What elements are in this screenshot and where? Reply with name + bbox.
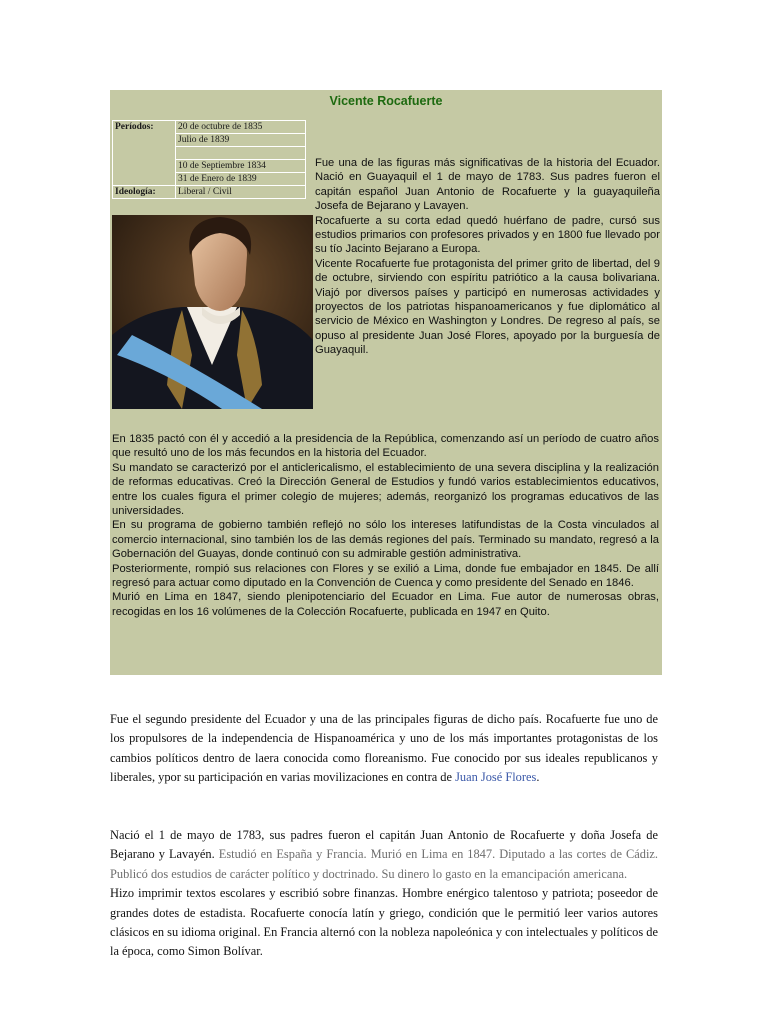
bio-paragraph: Fue una de las figuras más significativas de la historia del Ecuador. Nació en Guayaquil el 1 de mayo de 1783. Sus padres fueron el capitán español Juan Antonio de Rocafuerte y la guayaquileña Josefa de Bejarano y Lavayen.	[315, 157, 660, 213]
bio-paragraph: Posteriormente, rompió sus relaciones con Flores y se exilió a Lima, donde fue embajador en 1845. De allí regresó para actuar como diputado en la Convención de Cuenca y como presidente del Senado en 1846.	[112, 562, 659, 590]
bio-paragraph: Su mandato se caracterizó por el anticlericalismo, el establecimiento de una severa disciplina y la realización de reformas educativas. Creó la Dirección General de Estudios y fundó varios establecimientos educativos, entre los cuales figura el primer colegio de mujeres; además, reorganizó los programas educativos de las universidades.	[112, 461, 659, 518]
biography-text-right	[315, 156, 660, 358]
details-section	[110, 826, 658, 962]
achievements-paragraph: Hizo imprimir textos escolares y escribió sobre finanzas. Hombre enérgico talentoso y patriota; poseedor de grandes dotes de estadista. Rocafuerte conocía latín y griego, condición que le permitió leer varios autores clásicos en su idioma original. En Francia alternó con la nobleza napoleónica y con intelectuales y políticos de la época, como Simon Bolívar.	[110, 886, 658, 959]
bio-paragraph: Vicente Rocafuerte fue protagonista del primer grito de libertad, del 9 de octubre, sirviendo con espíritu patriótico a la causa bolivariana. Viajó por diversos países y participó en numerosas actividades y proyectos de los patriotas hispanoamericanos y fue diplomático al servicio de México en Washington y Londres. De regreso al país, se opuso al presidente Juan José Flores, apoyado por la burguesía de Guayaquil.	[315, 257, 660, 357]
period-value: Julio de 1839	[176, 134, 306, 147]
intro-end: .	[536, 770, 540, 785]
ideology-label: Ideología:	[113, 186, 176, 199]
period-value	[176, 147, 306, 160]
period-value: 20 de octubre de 1835	[176, 121, 306, 134]
portrait-image	[112, 215, 313, 409]
biography-text-bottom	[112, 432, 659, 619]
biography-panel	[110, 90, 662, 675]
bio-paragraph: Murió en Lima en 1847, siendo plenipotenciario del Ecuador en Lima. Fue autor de numerosas obras, recogidas en los 16 volúmenes de la Colección Rocafuerte, publicada en 1947 en Quito.	[112, 591, 659, 618]
studies-text: Estudió en España y Francia. Murió en Lima en 1847. Diputado a las cortes de Cádiz. Publicó dos estudios de carácter político y doctrinado. Su dinero lo gasto en la emancipación americana.	[110, 847, 658, 881]
portrait-drawing	[112, 215, 313, 409]
intro-paragraph	[110, 710, 658, 788]
bio-paragraph: En su programa de gobierno también reflejó no sólo los intereses latifundistas de la Costa vinculados al comercio internacional, sino también los de las demás regiones del país. Terminado su mandato, regresó a la Gobernación del Guayas, donde continuó con su admirable gestión administrativa.	[112, 519, 659, 561]
info-table	[112, 120, 306, 199]
birth-text: Nació el 1 de mayo de 1783, sus padres fueron el capitán Juan Antonio de Rocafuerte y doña Josefa de Bejarano y Lavayén.	[110, 828, 658, 862]
panel-title: Vicente Rocafuerte	[329, 94, 443, 108]
juan-jose-flores-link[interactable]: Juan José Flores	[455, 770, 537, 785]
intro-text: Fue el segundo presidente del Ecuador y una de las principales figuras de dicho país. Rocafuerte fue uno de los propulsores de la independencia de Hispanoamérica y uno de los más importantes protagonistas de los cambios políticos dentro de laera conocida como floreanismo. Fue conocido por sus ideales republicanos y liberales, ypor su participación en varias movilizaciones en contra de	[110, 712, 658, 785]
bio-paragraph: Rocafuerte a su corta edad quedó huérfano de padre, cursó sus estudios primarios con profesores privados y en 1800 fue llevado por su tío Jacinto Bejarano a Europa.	[315, 214, 660, 256]
period-value: 10 de Septiembre 1834	[176, 160, 306, 173]
ideology-value: Liberal / Civil	[176, 186, 306, 199]
bio-paragraph: En 1835 pactó con él y accedió a la presidencia de la República, comenzando así un período de cuatro años que resultó uno de los más fecundos en la historia del Ecuador.	[112, 433, 659, 460]
periods-label: Períodos:	[113, 121, 176, 186]
period-value: 31 de Enero de 1839	[176, 173, 306, 186]
birth-paragraph	[110, 826, 658, 884]
